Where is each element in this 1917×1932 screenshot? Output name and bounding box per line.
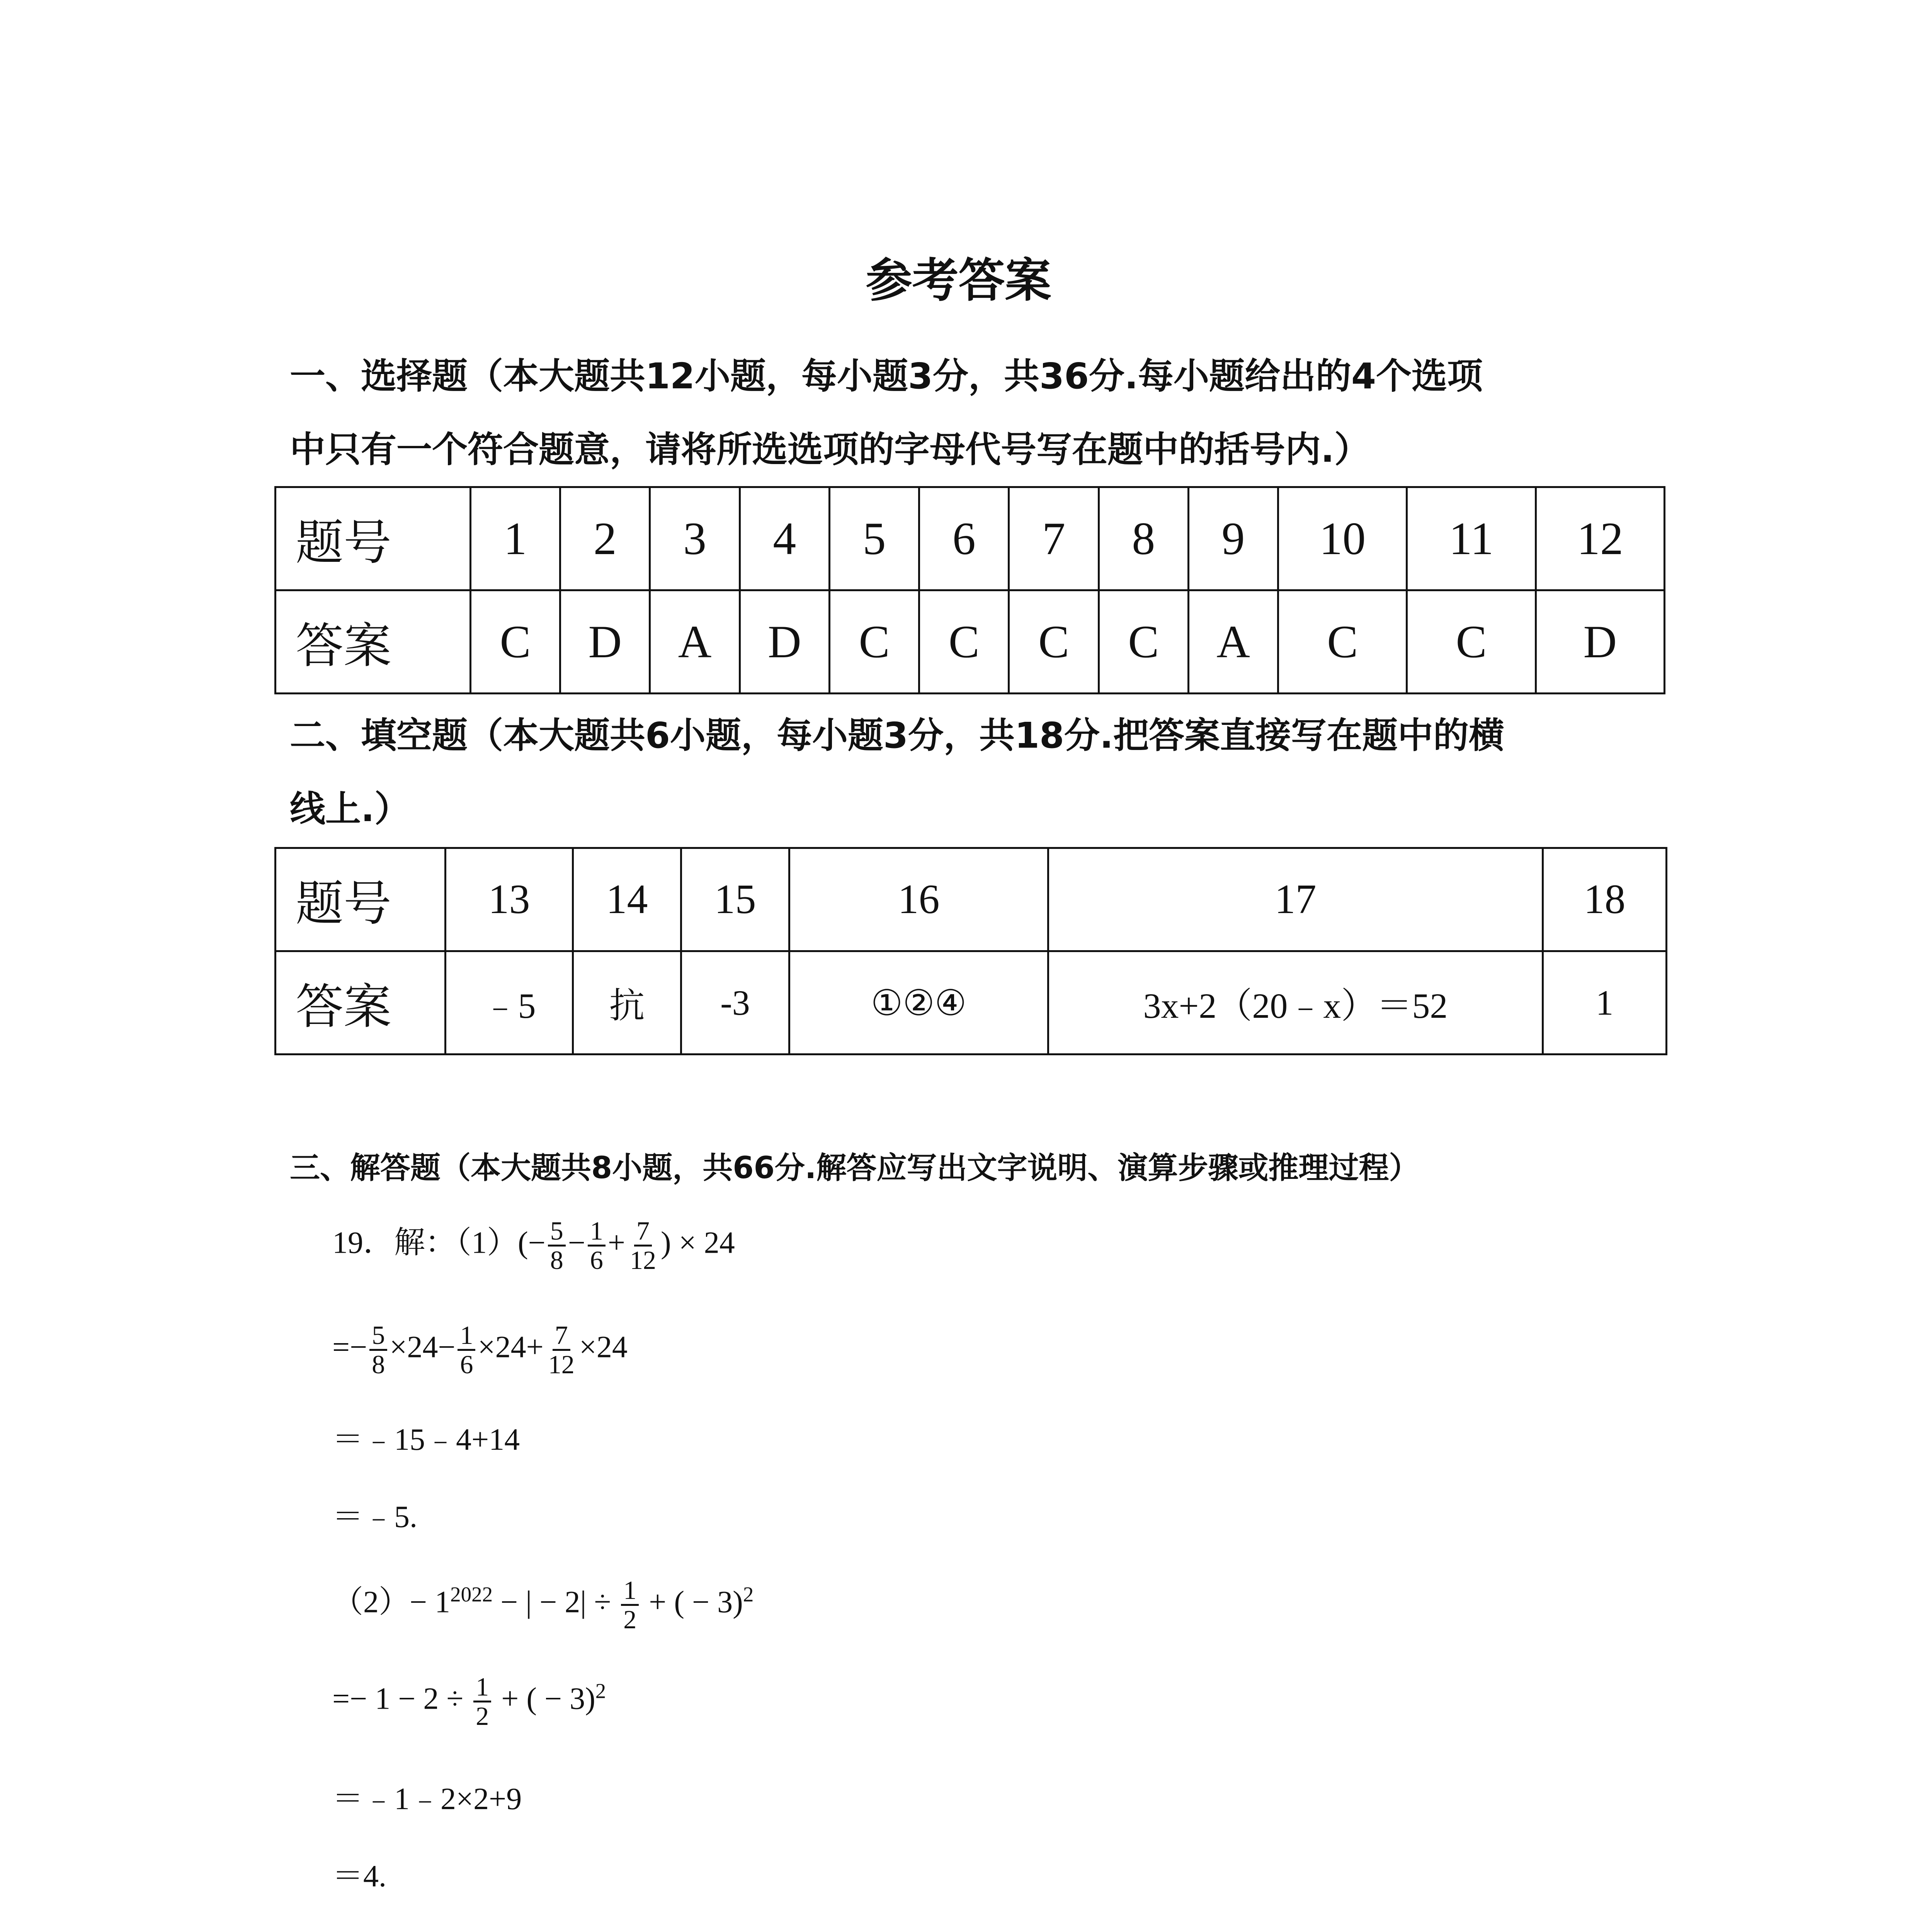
question-number: 1 [470, 487, 560, 590]
section1-heading-line2: 中只有一个符合题意，请将所选选项的字母代号写在题中的括号内.） [290, 429, 1370, 470]
row-label-number: 题号 [276, 487, 471, 590]
fraction [628, 1217, 658, 1274]
answer-cell: ①②④ [789, 951, 1048, 1054]
numerator: 1 [473, 1673, 491, 1702]
answer-cell: C [829, 590, 919, 694]
question-number: 8 [1099, 487, 1188, 590]
section3-heading: 三、解答题（本大题共8小题，共66分.解答应写出文字说明、演算步骤或推理过程） [290, 1151, 1419, 1185]
paren-close: ) × 24 [661, 1226, 735, 1260]
question-number: 3 [650, 487, 740, 590]
answer-cell: A [650, 590, 740, 694]
denominator: 12 [548, 1350, 575, 1379]
q19-prefix: 19．解：（1） [332, 1226, 518, 1260]
exponent: 2 [595, 1679, 606, 1703]
q19-line-2 [332, 1321, 628, 1379]
step-text: （2）− 1 [332, 1585, 451, 1619]
q19-part2-line-3: ＝﹣1﹣2×2+9 [332, 1782, 522, 1816]
denominator: 8 [550, 1245, 563, 1275]
answer-cell: D [560, 590, 650, 694]
choice-answer-table [274, 486, 1665, 694]
numerator: 1 [588, 1217, 606, 1247]
answer-cell: C [1099, 590, 1188, 694]
q19-part2-line-4: ＝4. [332, 1859, 386, 1893]
fraction [458, 1321, 475, 1379]
numerator: 5 [548, 1217, 566, 1247]
question-number: 2 [560, 487, 650, 590]
step-text: − | − 2| ÷ [493, 1585, 619, 1619]
answer-cell: C [1278, 590, 1407, 694]
q19-line-1 [332, 1217, 735, 1274]
answer-cell: 1 [1543, 951, 1667, 1054]
question-number: 14 [573, 848, 681, 951]
table-row [276, 848, 1667, 951]
answer-cell: D [1536, 590, 1664, 694]
table-row [276, 951, 1667, 1054]
denominator: 2 [623, 1605, 637, 1634]
answer-cell: A [1188, 590, 1278, 694]
section2-heading-line2: 线上.） [290, 788, 410, 830]
step-text: ×24− [390, 1330, 456, 1364]
answer-cell: C [1009, 590, 1099, 694]
fraction [546, 1321, 577, 1379]
answer-cell: C [470, 590, 560, 694]
question-number: 4 [740, 487, 829, 590]
question-number: 11 [1407, 487, 1536, 590]
step-text: ×24 [579, 1330, 628, 1364]
minus-sign: − [568, 1226, 585, 1260]
fraction [548, 1217, 566, 1274]
step-text: =− 1 − 2 ÷ [332, 1682, 471, 1716]
question-number: 9 [1188, 487, 1278, 590]
q19-line-3: ＝﹣15﹣4+14 [332, 1423, 520, 1457]
answer-cell: -3 [681, 951, 789, 1054]
question-number: 5 [829, 487, 919, 590]
q19-part2-line-2 [332, 1673, 606, 1730]
fraction [588, 1217, 606, 1274]
answer-cell: ﹣5 [446, 951, 573, 1054]
step-text: =− [332, 1330, 367, 1364]
question-number: 12 [1536, 487, 1664, 590]
denominator: 12 [630, 1245, 657, 1275]
question-number: 13 [446, 848, 573, 951]
answer-cell: C [919, 590, 1009, 694]
question-number: 10 [1278, 487, 1407, 590]
plus-sign: + [607, 1226, 626, 1260]
exponent: 2022 [450, 1582, 493, 1606]
numerator: 5 [369, 1321, 387, 1351]
table-row [276, 487, 1665, 590]
page-title: 参考答案 [866, 254, 1051, 308]
table-row [276, 590, 1665, 694]
q19-line-4: ＝﹣5. [332, 1500, 417, 1534]
row-label-answer: 答案 [276, 590, 471, 694]
question-number: 18 [1543, 848, 1667, 951]
row-label-number: 题号 [276, 848, 446, 951]
q20-line-1 [332, 1928, 805, 1932]
question-number: 17 [1048, 848, 1543, 951]
fill-answer-table [274, 847, 1667, 1055]
answer-cell: 抗 [573, 951, 681, 1054]
question-number: 6 [919, 487, 1009, 590]
row-label-answer: 答案 [276, 951, 446, 1054]
fraction [621, 1577, 639, 1634]
step-text: + ( − 3) [641, 1585, 743, 1619]
step-text: + ( − 3) [493, 1682, 595, 1716]
question-number: 15 [681, 848, 789, 951]
exponent: 2 [743, 1582, 754, 1606]
denominator: 8 [372, 1350, 385, 1379]
numerator: 1 [621, 1577, 639, 1606]
answer-cell: C [1407, 590, 1536, 694]
fraction [473, 1673, 491, 1730]
denominator: 6 [590, 1245, 603, 1275]
paren-open: (− [518, 1226, 546, 1260]
numerator: 7 [634, 1217, 652, 1247]
question-number: 7 [1009, 487, 1099, 590]
section2-heading-line1: 二、填空题（本大题共6小题，每小题3分，共18分.把答案直接写在题中的横 [290, 715, 1505, 756]
q19-part2-line-1 [332, 1577, 754, 1634]
question-number: 16 [789, 848, 1048, 951]
section1-heading-line1: 一、选择题（本大题共12小题，每小题3分，共36分.每小题给出的4个选项 [290, 355, 1483, 397]
denominator: 6 [460, 1350, 473, 1379]
numerator: 7 [553, 1321, 570, 1351]
denominator: 2 [476, 1701, 489, 1731]
answer-cell: 3x+2（20﹣x）＝52 [1048, 951, 1543, 1054]
numerator: 1 [458, 1321, 475, 1351]
fraction [369, 1321, 387, 1379]
step-text: ×24+ [478, 1330, 544, 1364]
answer-cell: D [740, 590, 829, 694]
